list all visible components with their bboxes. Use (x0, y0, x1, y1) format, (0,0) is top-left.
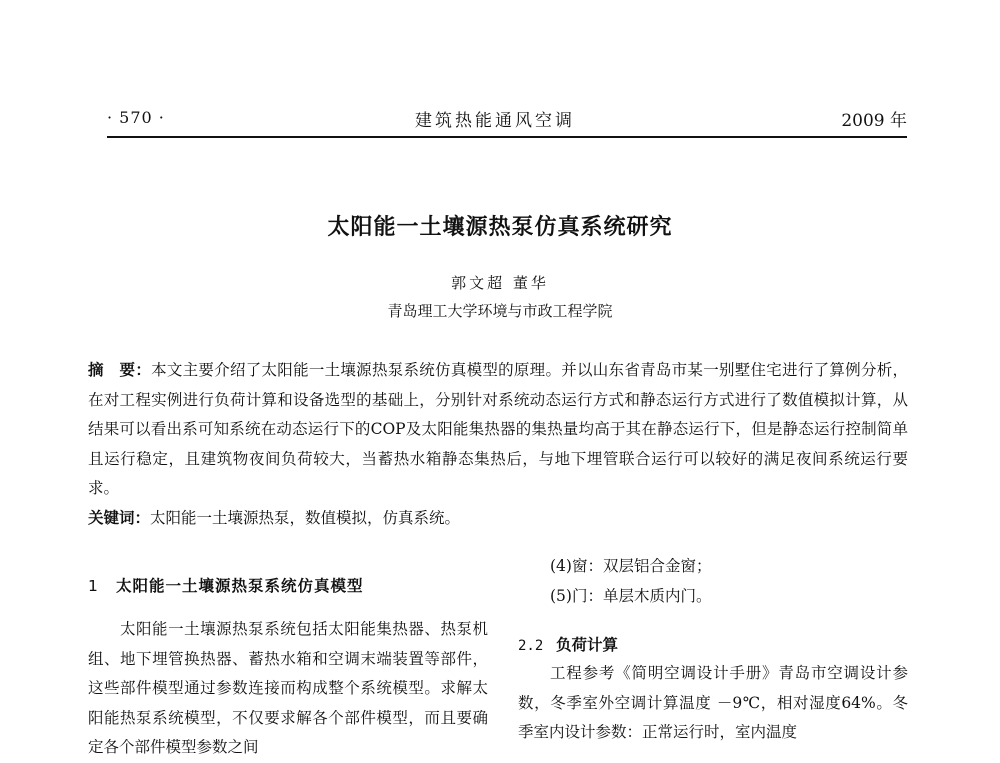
subsection-title: 负荷计算 (556, 636, 619, 655)
list-item: (4)窗：双层铝合金窗； (550, 557, 712, 575)
right-column (518, 552, 908, 748)
body-paragraph: 太阳能一土壤源热泵系统包括太阳能集热器、热泵机组、地下埋管换热器、蓄热水箱和空调末端装置等部件，这些部件模型通过参数连接而构成整个系统模型。求解太阳能热泵系统模型，不仅要求解各个部件模型，而且要确定各个部件模型参数之间 (88, 620, 488, 757)
authors: 郭文超 董华 (451, 274, 549, 292)
section-number: 1 (88, 577, 99, 595)
section-heading (88, 574, 488, 596)
body-paragraph: 工程参考《简明空调设计手册》青岛市空调设计参数，冬季室外空调计算温度 －9℃，相对湿度64%。冬季室内设计参数：正常运行时，室内温度 (518, 664, 908, 742)
affiliation: 青岛理工大学环境与市政工程学院 (387, 302, 613, 320)
header-rule (107, 136, 907, 138)
abstract-label: 摘 要： (88, 361, 152, 379)
list-item: (5)门：单层木质内门。 (550, 586, 712, 605)
journal-name: 建筑热能通风空调 (415, 111, 575, 131)
publication-year: 2009 年 (841, 111, 907, 131)
running-header (107, 104, 907, 134)
page-number: · 570 · (107, 108, 165, 127)
subsection-number: 2.2 (518, 638, 544, 655)
abstract (88, 356, 908, 504)
left-column (88, 574, 488, 763)
subsection-heading (518, 633, 908, 655)
keywords-text: 太阳能一土壤源热泵，数值模拟，仿真系统。 (150, 509, 461, 527)
abstract-text: 本文主要介绍了太阳能一土壤源热泵系统仿真模型的原理。并以山东省青岛市某一别墅住宅进行了算例分析，在对工程实例进行负荷计算和设备选型的基础上，分别针对系统动态运行方式和静态运行方式进行了数值模拟计算，从结果可以看出系可知系统在动态运行下的COP及太阳能集热器的集热量均高于其在静态运行下，但是静态运行控制简单且运行稳定，且建筑物夜间负荷较大，当蓄热水箱静态集热后，与地下埋管联合运行可以较好的满足夜间系统运行要求。 (88, 361, 908, 498)
keywords-label: 关键词： (88, 509, 151, 527)
paper-title: 太阳能一土壤源热泵仿真系统研究 (327, 215, 673, 240)
keywords (88, 504, 908, 534)
section-title: 太阳能一土壤源热泵系统仿真模型 (116, 577, 364, 595)
